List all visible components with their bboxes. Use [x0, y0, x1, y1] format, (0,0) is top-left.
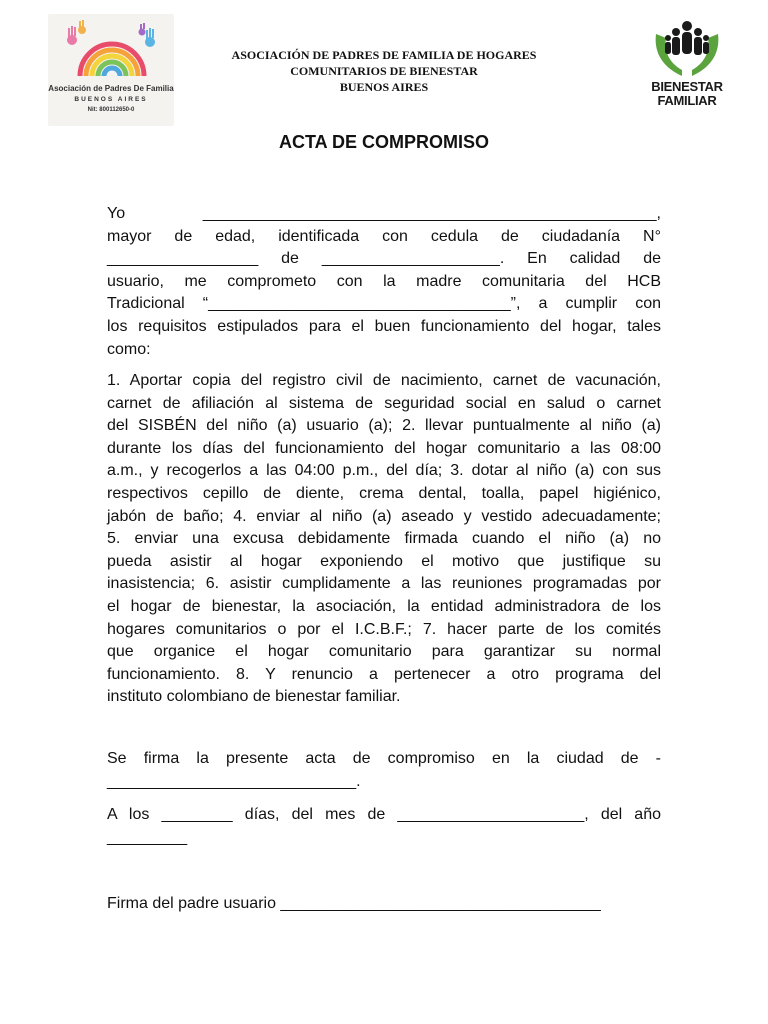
- paragraph-line: Se firma la presente acta de compromiso en la ciudad de -: [107, 750, 661, 767]
- bienestar-familiar-logo: [648, 20, 726, 112]
- paragraph-line: Tradicional “__________________________________”, a cumplir con: [107, 295, 661, 313]
- paragraph-line: A los ________ días, del mes de _____________________, del año: [107, 806, 661, 823]
- signature-line: Firma del padre usuario ____________________________________: [107, 895, 601, 912]
- paragraph-line: _________________ de ____________________. En calidad de: [107, 250, 661, 268]
- rainbow-hands-icon: [62, 20, 162, 82]
- paragraph-line: del SISBÉN del niño (a) usuario (a); 2. llevar puntualmente al niño (a): [107, 417, 661, 435]
- paragraph-line: como:: [107, 340, 151, 358]
- signing-city-paragraph: [107, 748, 661, 793]
- paragraph-line: 5. enviar una excusa debidamente firmada cuando el niño (a) no: [107, 530, 661, 548]
- association-logo: [48, 14, 174, 126]
- paragraph-line: los requisitos estipulados para el buen funcionamiento del hogar, tales: [107, 317, 661, 335]
- bienestar-text: BIENESTAR: [651, 79, 723, 94]
- logo-nit: Nit: 800112650-0: [87, 107, 135, 113]
- document-title: ACTA DE COMPROMISO: [279, 132, 489, 152]
- signing-date-paragraph: [107, 804, 661, 849]
- logo-city: BUENOS AIRES: [74, 96, 148, 103]
- requirements-paragraph: [107, 370, 661, 709]
- paragraph-line: instituto colombiano de bienestar familiar.: [107, 688, 401, 706]
- association-line-3: BUENOS AIRES: [339, 80, 429, 94]
- paragraph-line: que organice el hogar comunitario para garantizar su normal: [107, 643, 661, 661]
- familiar-text: FAMILIAR: [657, 93, 717, 108]
- paragraph-line: durante los días del funcionamiento del hogar comunitario a las 08:00: [107, 439, 661, 457]
- paragraph-line: mayor de edad, identificada con cedula de ciudadanía N°: [107, 227, 661, 245]
- family-hands-icon: [652, 20, 722, 78]
- paragraph-line: jabón de baño; 4. enviar al niño (a) aseado y vestido adecuadamente;: [107, 507, 661, 525]
- paragraph-line: funcionamiento. 8. Y renuncio a pertenecer a otro programa del: [107, 665, 661, 683]
- logo-name: Asociación de Padres De Familia: [48, 84, 174, 93]
- paragraph-line: Yo ___________________________________________________,: [107, 205, 661, 222]
- paragraph-line: respectivos cepillo de diente, crema dental, toalla, papel higiénico,: [107, 484, 661, 502]
- association-line-1: ASOCIACIÓN DE PADRES DE FAMILIA DE HOGARES: [231, 48, 537, 62]
- commitment-intro-paragraph: [107, 203, 661, 361]
- paragraph-line: hogares comunitarios o por el I.C.B.F.; 7. hacer parte de los comités: [107, 620, 661, 638]
- paragraph-line: carnet de afiliación al sistema de seguridad social en salud o carnet: [107, 394, 661, 412]
- association-line-2: COMUNITARIOS DE BIENESTAR: [290, 64, 478, 78]
- paragraph-line: 1. Aportar copia del registro civil de nacimiento, carnet de vacunación,: [107, 372, 661, 389]
- paragraph-line: a.m., y recogerlos a las 04:00 p.m., del día; 3. dotar al niño (a) con sus: [107, 462, 661, 480]
- paragraph-line: inasistencia; 6. asistir cumplidamente a las reuniones programadas por: [107, 575, 661, 593]
- paragraph-line: _________: [107, 828, 188, 846]
- paragraph-line: usuario, me comprometo con la madre comunitaria del HCB: [107, 272, 661, 290]
- paragraph-line: pueda asistir al hogar exponiendo el motivo que justifique su: [107, 552, 661, 570]
- paragraph-line: el hogar de bienestar, la asociación, la entidad administradora de los: [107, 597, 661, 615]
- association-heading: [190, 47, 578, 95]
- paragraph-line: ____________________________.: [107, 772, 361, 790]
